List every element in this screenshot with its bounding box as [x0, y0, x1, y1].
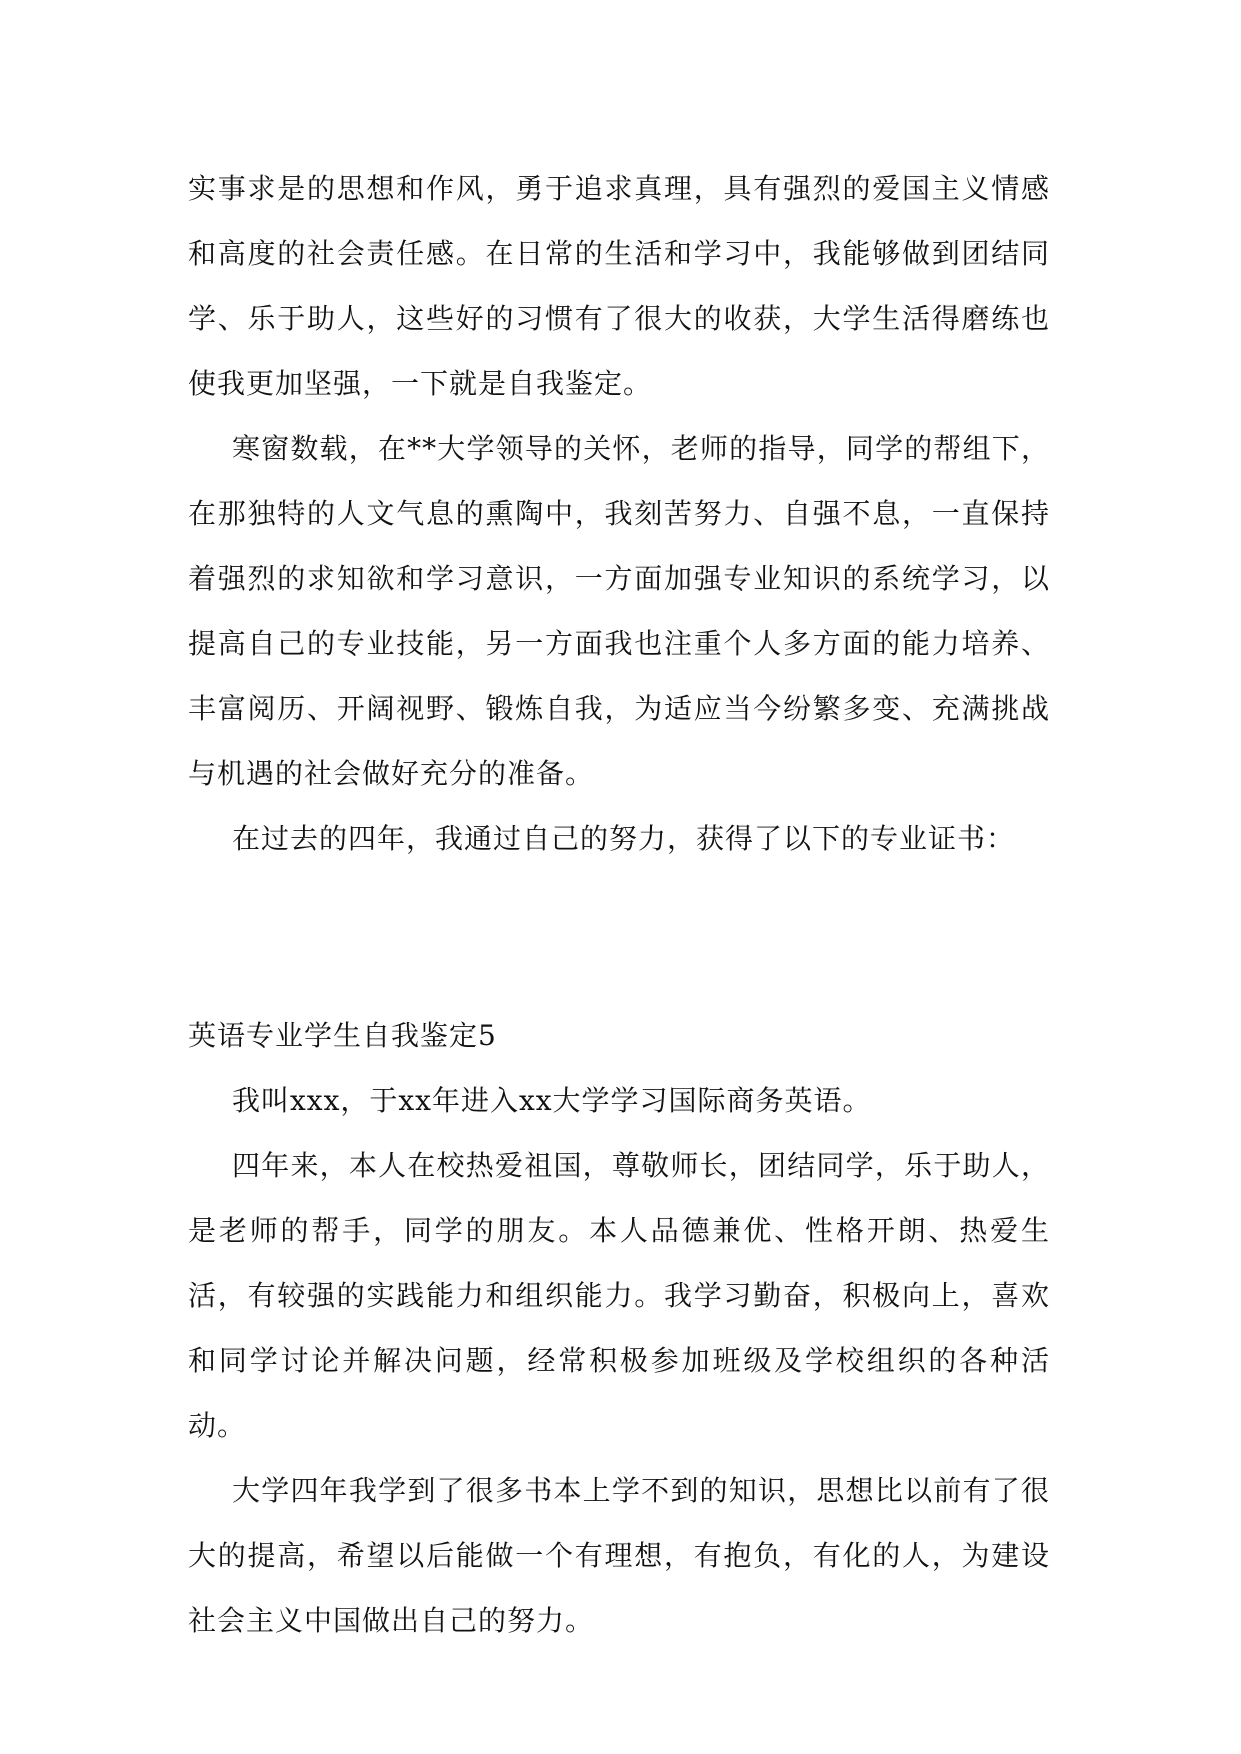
- document-body: [188, 156, 1050, 1653]
- paragraph: 四年来，本人在校热爱祖国，尊敬师长，团结同学，乐于助人，是老师的帮手，同学的朋友。本人品德兼优、性格开朗、热爱生活，有较强的实践能力和组织能力。我学习勤奋，积极向上，喜欢和同学讨论并解决问题，经常积极参加班级及学校组织的各种活动。: [188, 1149, 1050, 1442]
- paragraph: 我叫xxx，于xx年进入xx大学学习国际商务英语。: [232, 1084, 872, 1117]
- section-spacer: [188, 871, 1050, 1003]
- paragraph: 实事求是的思想和作风，勇于追求真理，具有强烈的爱国主义情感和高度的社会责任感。在日常的生活和学习中，我能够做到团结同学、乐于助人，这些好的习惯有了很大的收获，大学生活得磨练也使我更加坚强，一下就是自我鉴定。: [188, 172, 1050, 400]
- paragraph: 寒窗数载，在**大学领导的关怀，老师的指导，同学的帮组下，在那独特的人文气息的熏陶中，我刻苦努力、自强不息，一直保持着强烈的求知欲和学习意识，一方面加强专业知识的系统学习，以提高自己的专业技能，另一方面我也注重个人多方面的能力培养、丰富阅历、开阔视野、锻炼自我，为适应当今纷繁多变、充满挑战与机遇的社会做好充分的准备。: [188, 432, 1050, 790]
- paragraph: 在过去的四年，我通过自己的努力，获得了以下的专业证书：: [232, 822, 1016, 855]
- paragraph: 大学四年我学到了很多书本上学不到的知识，思想比以前有了很大的提高，希望以后能做一个有理想，有抱负，有化的人，为建设社会主义中国做出自己的努力。: [188, 1474, 1050, 1637]
- section-title: 英语专业学生自我鉴定5: [188, 1019, 497, 1052]
